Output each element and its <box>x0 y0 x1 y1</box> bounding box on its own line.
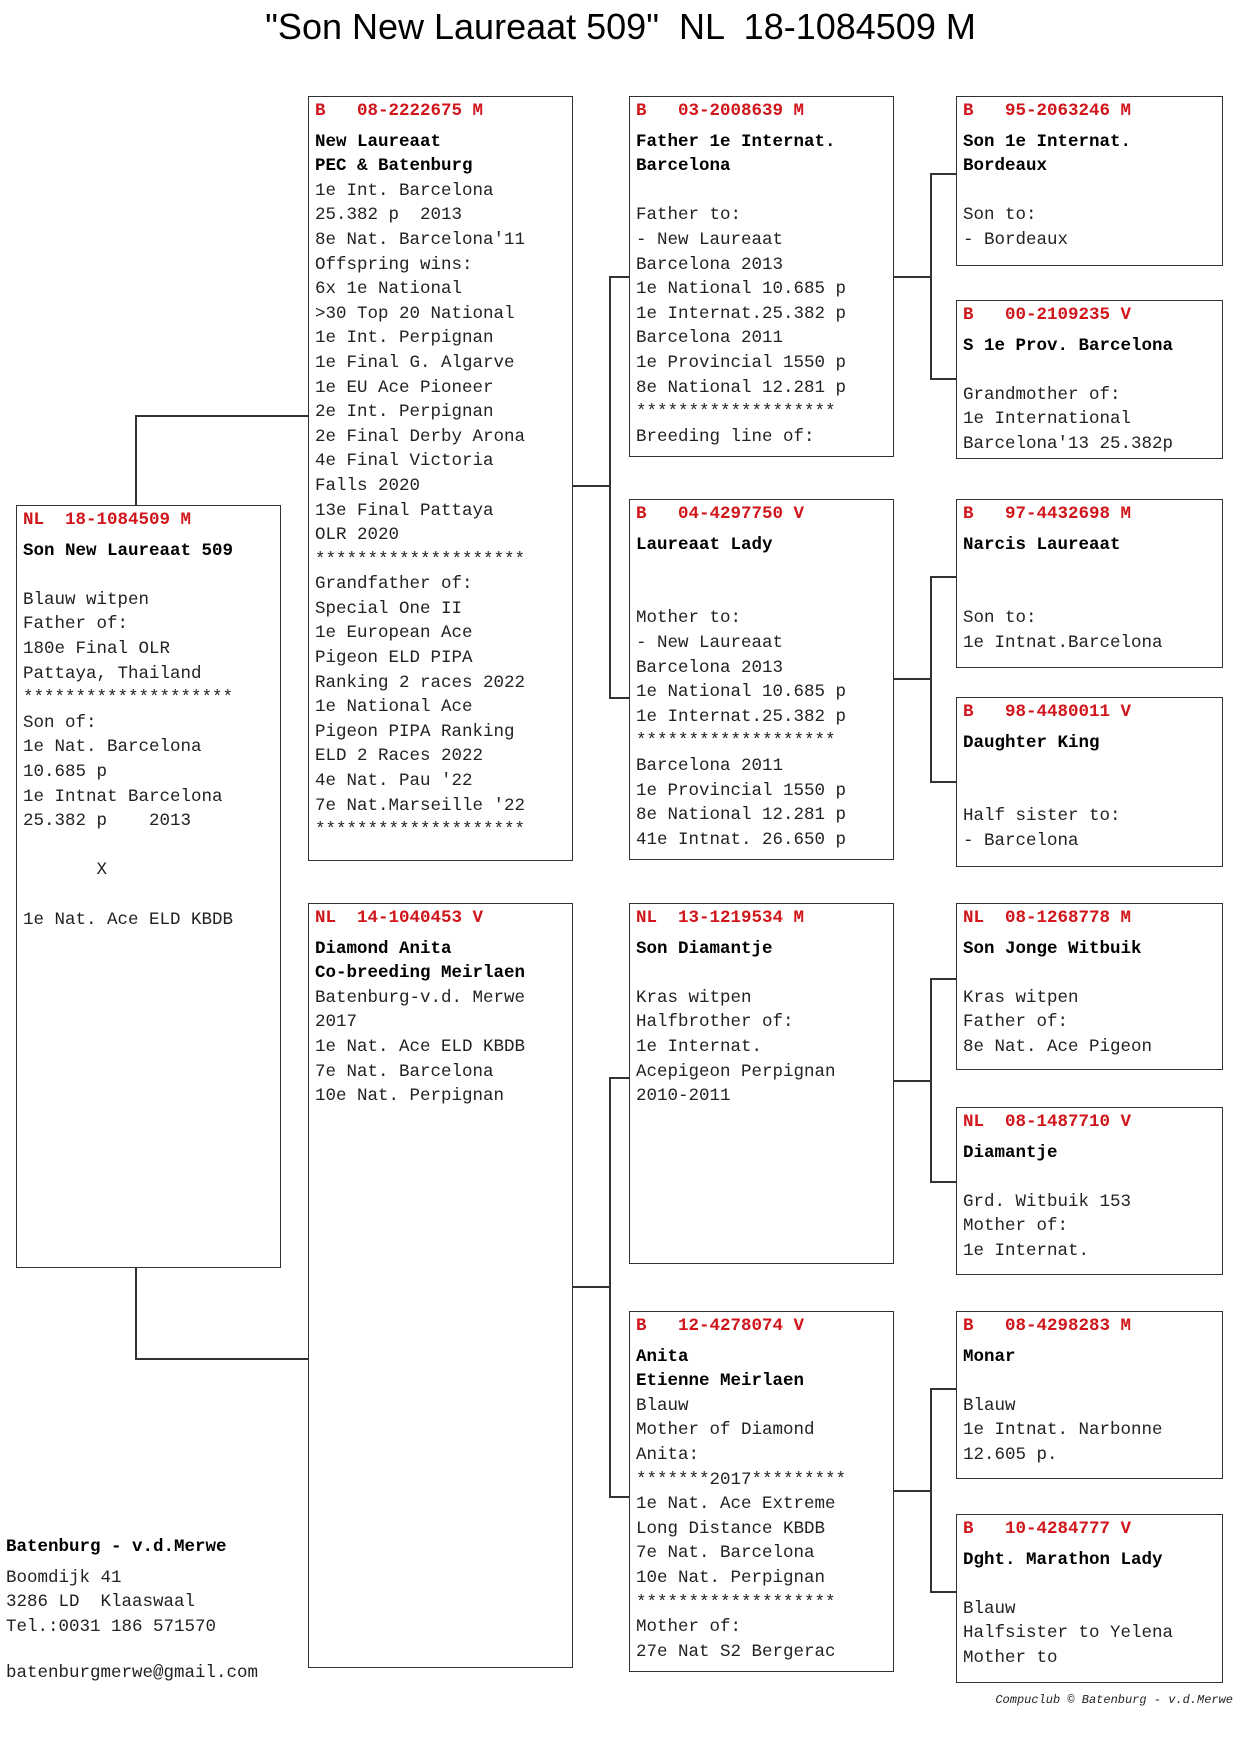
pedigree-info-line: Blauw <box>963 1395 1016 1416</box>
ring-number: B 08-4298283 M <box>963 1316 1132 1336</box>
pedigree-info-line: 1e Provincial 1550 p <box>636 780 847 801</box>
pedigree-info-line: 25.382 p 2013 <box>315 205 463 226</box>
email-link[interactable]: batenburgmerwe@gmail.com <box>6 1663 259 1684</box>
pedigree-info-line: Acepigeon Perpignan <box>636 1061 836 1082</box>
pedigree-info-line <box>23 883 274 908</box>
pigeon-name: Son New Laureaat 509 <box>23 540 234 561</box>
pedigree-info-line: 1e Nat. Ace ELD KBDB <box>23 909 234 930</box>
pedigree-info-line: 2017 <box>315 1012 358 1033</box>
breeder-name: Batenburg - v.d.Merwe <box>6 1537 227 1557</box>
pedigree-info-line: 1e Intnat Barcelona <box>23 786 223 807</box>
pedigree-info-line: 8e National 12.281 p <box>636 805 847 826</box>
pigeon-card-sire-sire-sire <box>956 96 1223 266</box>
pedigree-info-line: Pigeon ELD PIPA <box>315 648 473 669</box>
pedigree-info-line: 7e Nat. Barcelona <box>636 1543 815 1564</box>
pedigree-info-line: 10e Nat. Perpignan <box>636 1567 826 1588</box>
connector-line <box>135 415 137 507</box>
pedigree-info-line: 10.685 p <box>23 761 108 782</box>
pedigree-info-line: 1e Nat. Ace Extreme <box>636 1494 836 1515</box>
pedigree-info-line: 1e EU Ace Pioneer <box>315 377 494 398</box>
pedigree-info-line: - Barcelona <box>963 830 1079 851</box>
ring-number: NL 14-1040453 V <box>315 908 484 928</box>
pedigree-info-line <box>636 557 887 582</box>
connector-line <box>930 1388 956 1390</box>
pedigree-info-line: Mother of: <box>963 1216 1069 1237</box>
pedigree-info-line: 2e Int. Perpignan <box>315 402 494 423</box>
connector-line <box>609 1077 629 1079</box>
breeder-contact <box>6 1535 258 1686</box>
connector-line <box>572 1286 609 1288</box>
software-credit: Compuclub © Batenburg - v.d.Merwe <box>995 1693 1233 1707</box>
pedigree-info-line: Barcelona 2013 <box>636 657 784 678</box>
pedigree-info-line: 1e Internat.25.382 p <box>636 303 847 324</box>
pedigree-info-line <box>963 557 1216 582</box>
pedigree-info-line: *******2017********* <box>636 1469 847 1490</box>
pedigree-info-line: 1e European Ace <box>315 623 473 644</box>
pedigree-info-line: 7e Nat. Barcelona <box>315 1061 494 1082</box>
pedigree-info-line <box>963 1165 1216 1190</box>
pedigree-info-line: Barcelona 2013 <box>636 254 784 275</box>
pedigree-info-line: Son to: <box>963 205 1037 226</box>
ring-number: B 08-2222675 M <box>315 101 484 121</box>
pigeon-name: Etienne Meirlaen <box>636 1371 805 1392</box>
address-line: Boomdijk 41 <box>6 1567 122 1588</box>
ring-number: NL 13-1219534 M <box>636 908 805 928</box>
ring-number: B 98-4480011 V <box>963 702 1132 722</box>
pedigree-info-line <box>636 179 887 204</box>
connector-line <box>930 378 956 380</box>
pedigree-info-line: 41e Intnat. 26.650 p <box>636 829 847 850</box>
pedigree-info-line: Barcelona'13 25.382p <box>963 433 1174 454</box>
pedigree-info-line: 7e Nat.Marseille '22 <box>315 795 526 816</box>
pedigree-info-line: Son to: <box>963 608 1037 629</box>
pedigree-info-line: 8e National 12.281 p <box>636 377 847 398</box>
connector-line <box>930 978 932 1182</box>
pigeon-name: Dght. Marathon Lady <box>963 1549 1163 1570</box>
pedigree-info-line: 8e Nat. Barcelona'11 <box>315 229 526 250</box>
pedigree-info-line: 1e Internat. <box>963 1240 1090 1261</box>
pedigree-info-line <box>963 1369 1216 1394</box>
pigeon-name: Monar <box>963 1346 1016 1367</box>
pedigree-info-line <box>636 582 887 607</box>
pedigree-info-line: Father to: <box>636 205 742 226</box>
pedigree-info-line: Offspring wins: <box>315 254 473 275</box>
pigeon-name: Barcelona <box>636 156 731 177</box>
pedigree-info-line: 1e Final G. Algarve <box>315 352 515 373</box>
connector-line <box>893 678 930 680</box>
pedigree-info-line: 4e Nat. Pau '22 <box>315 771 473 792</box>
pigeon-name: Son 1e Internat. <box>963 131 1132 152</box>
pedigree-info-line <box>636 961 887 986</box>
pedigree-info-line: Father of: <box>23 614 129 635</box>
pedigree-info-line: Father of: <box>963 1012 1069 1033</box>
pigeon-card-dam <box>308 903 573 1668</box>
pedigree-info-line: OLR 2020 <box>315 525 400 546</box>
pedigree-info-line: 13e Final Pattaya <box>315 500 494 521</box>
pigeon-name: Narcis Laureaat <box>963 534 1121 555</box>
connector-line <box>930 173 956 175</box>
pedigree-info-line: 1e Int. Barcelona <box>315 180 494 201</box>
pedigree-info-line: Halfsister to Yelena <box>963 1623 1174 1644</box>
pedigree-info-line <box>963 358 1216 383</box>
pedigree-info-line: ******************** <box>23 688 234 709</box>
pedigree-info-line: 180e Final OLR <box>23 638 171 659</box>
pedigree-info-line: 1e National 10.685 p <box>636 279 847 300</box>
pedigree-info-line: 1e Intnat. Narbonne <box>963 1420 1163 1441</box>
pigeon-name: Daughter King <box>963 732 1100 753</box>
connector-line <box>930 576 956 578</box>
address-line: 3286 LD Klaaswaal <box>6 1592 196 1613</box>
ring-number: NL 08-1487710 V <box>963 1112 1132 1132</box>
pedigree-info-line: 12.605 p. <box>963 1444 1058 1465</box>
connector-line <box>572 485 609 487</box>
pedigree-info-line <box>963 582 1216 607</box>
pigeon-name: Anita <box>636 1346 689 1367</box>
connector-line <box>135 1267 137 1359</box>
pedigree-info-line: Special One II <box>315 598 463 619</box>
ring-number: B 12-4278074 V <box>636 1316 805 1336</box>
pedigree-info-line: 4e Final Victoria <box>315 451 494 472</box>
pedigree-info-line: Barcelona 2011 <box>636 755 784 776</box>
pedigree-info-line: Grd. Witbuik 153 <box>963 1191 1132 1212</box>
pigeon-name: Co-breeding Meirlaen <box>315 963 526 984</box>
pedigree-info-line: ELD 2 Races 2022 <box>315 746 484 767</box>
pedigree-info-line: 1e Intnat.Barcelona <box>963 632 1163 653</box>
pedigree-info-line: 10e Nat. Perpignan <box>315 1086 505 1107</box>
pedigree-info-line: Kras witpen <box>636 987 752 1008</box>
ring-number: B 10-4284777 V <box>963 1519 1132 1539</box>
pedigree-info-line: 1e Internat.25.382 p <box>636 706 847 727</box>
pigeon-name: Son Diamantje <box>636 938 773 959</box>
pigeon-name: PEC & Batenburg <box>315 156 473 177</box>
pedigree-info-line: 1e Nat. Barcelona <box>23 737 202 758</box>
connector-line <box>609 697 629 699</box>
pedigree-info-line: 1e International <box>963 409 1132 430</box>
pedigree-info-line: Falls 2020 <box>315 475 421 496</box>
ring-number: NL 18-1084509 M <box>23 510 192 530</box>
pedigree-info-line: Grandfather of: <box>315 574 473 595</box>
pedigree-info-line: 1e Int. Perpignan <box>315 328 494 349</box>
pedigree-info-line: ******************** <box>315 820 526 841</box>
connector-line <box>930 1591 956 1593</box>
pedigree-info-line: Batenburg-v.d. Merwe <box>315 987 526 1008</box>
pigeon-card-sire-dam-sire <box>956 499 1223 668</box>
connector-line <box>930 576 932 782</box>
pedigree-info-line: Long Distance KBDB <box>636 1518 826 1539</box>
pedigree-info-line: - New Laureaat <box>636 229 784 250</box>
pedigree-info-line: 1e Nat. Ace ELD KBDB <box>315 1036 526 1057</box>
pedigree-info-line: Pattaya, Thailand <box>23 663 202 684</box>
connector-line <box>609 1496 629 1498</box>
pedigree-info-line: Grandmother of: <box>963 384 1121 405</box>
connector-line <box>930 978 956 980</box>
pedigree-info-line <box>963 755 1216 780</box>
pedigree-info-line: Mother of Diamond <box>636 1420 815 1441</box>
pigeon-card-dam-sire-sire <box>956 903 1223 1070</box>
pigeon-card-dam-dam-dam <box>956 1514 1223 1683</box>
connector-line <box>930 1388 932 1592</box>
pedigree-info-line <box>963 961 1216 986</box>
connector-line <box>930 781 956 783</box>
pedigree-info-line: 6x 1e National <box>315 279 463 300</box>
pigeon-card-sire-sire <box>629 96 894 457</box>
pigeon-card-dam-sire <box>629 903 894 1264</box>
connector-line <box>135 415 308 417</box>
pedigree-info-line <box>23 834 274 859</box>
pedigree-info-line: Blauw <box>636 1395 689 1416</box>
pedigree-info-line <box>963 780 1216 805</box>
pedigree-info-line: Anita: <box>636 1444 700 1465</box>
connector-line <box>609 276 611 698</box>
pedigree-info-line: - New Laureaat <box>636 632 784 653</box>
pigeon-name: Father 1e Internat. <box>636 131 836 152</box>
pigeon-name: Diamantje <box>963 1142 1058 1163</box>
pedigree-info-line <box>963 179 1216 204</box>
ring-number: B 04-4297750 V <box>636 504 805 524</box>
pedigree-info-line: Son of: <box>23 712 97 733</box>
connector-line <box>893 1490 930 1492</box>
connector-line <box>930 1181 956 1183</box>
pigeon-card-sire-dam <box>629 499 894 860</box>
pedigree-info-line: Blauw witpen <box>23 589 150 610</box>
pedigree-info-line: Mother to <box>963 1647 1058 1668</box>
pedigree-info-line: ******************* <box>636 1592 836 1613</box>
pedigree-info-line: ******************* <box>636 731 836 752</box>
pedigree-info-line: Kras witpen <box>963 987 1079 1008</box>
pedigree-info-line: Ranking 2 races 2022 <box>315 672 526 693</box>
pedigree-info-line: Mother to: <box>636 608 742 629</box>
connector-line <box>609 1077 611 1497</box>
pedigree-info-line: Mother of: <box>636 1617 742 1638</box>
pedigree-info-line: ******************* <box>636 402 836 423</box>
ring-number: NL 08-1268778 M <box>963 908 1132 928</box>
pedigree-title: "Son New Laureaat 509" NL 18-1084509 M <box>265 6 976 47</box>
ring-number: B 03-2008639 M <box>636 101 805 121</box>
pedigree-info-line: 1e Internat. <box>636 1036 763 1057</box>
connector-line <box>135 1358 308 1360</box>
pigeon-card-subject <box>16 505 281 1268</box>
pedigree-info-line: Pigeon PIPA Ranking <box>315 721 515 742</box>
pedigree-info-line: Breeding line of: <box>636 426 815 447</box>
ring-number: B 95-2063246 M <box>963 101 1132 121</box>
ring-number: B 97-4432698 M <box>963 504 1132 524</box>
pedigree-info-line: X <box>23 860 108 881</box>
pigeon-card-sire-sire-dam <box>956 300 1223 459</box>
connector-line <box>893 1080 930 1082</box>
pigeon-card-dam-dam <box>629 1311 894 1672</box>
pedigree-info-line: Blauw <box>963 1598 1016 1619</box>
phone-line: Tel.:0031 186 571570 <box>6 1616 217 1637</box>
pigeon-name: Bordeaux <box>963 156 1048 177</box>
pedigree-info-line: >30 Top 20 National <box>315 303 515 324</box>
pigeon-name: Diamond Anita <box>315 938 452 959</box>
connector-line <box>930 173 932 379</box>
pedigree-info-line <box>23 563 274 588</box>
pedigree-info-line: 1e Provincial 1550 p <box>636 352 847 373</box>
pedigree-info-line: Barcelona 2011 <box>636 328 784 349</box>
pedigree-info-line: 2010-2011 <box>636 1086 731 1107</box>
pigeon-card-sire <box>308 96 573 861</box>
pedigree-info-line: 27e Nat S2 Bergerac <box>636 1641 836 1662</box>
pigeon-name: S 1e Prov. Barcelona <box>963 335 1174 356</box>
pigeon-card-dam-dam-sire <box>956 1311 1223 1479</box>
pigeon-name: New Laureaat <box>315 131 442 152</box>
pedigree-info-line: Halfbrother of: <box>636 1012 794 1033</box>
pedigree-info-line: 25.382 p 2013 <box>23 811 192 832</box>
pedigree-info-line: 8e Nat. Ace Pigeon <box>963 1036 1153 1057</box>
pigeon-card-sire-dam-dam <box>956 697 1223 867</box>
connector-line <box>893 276 930 278</box>
pedigree-info-line: ******************** <box>315 549 526 570</box>
pedigree-info-line: - Bordeaux <box>963 229 1069 250</box>
pedigree-info-line: 2e Final Derby Arona <box>315 426 526 447</box>
pigeon-name: Laureaat Lady <box>636 534 773 555</box>
pedigree-info-line: 1e National 10.685 p <box>636 682 847 703</box>
pedigree-info-line: Half sister to: <box>963 806 1121 827</box>
pigeon-card-dam-sire-dam <box>956 1107 1223 1275</box>
connector-line <box>609 276 629 278</box>
pedigree-info-line: 1e National Ace <box>315 697 473 718</box>
ring-number: B 00-2109235 V <box>963 305 1132 325</box>
pigeon-name: Son Jonge Witbuik <box>963 938 1142 959</box>
pedigree-info-line <box>963 1572 1216 1597</box>
